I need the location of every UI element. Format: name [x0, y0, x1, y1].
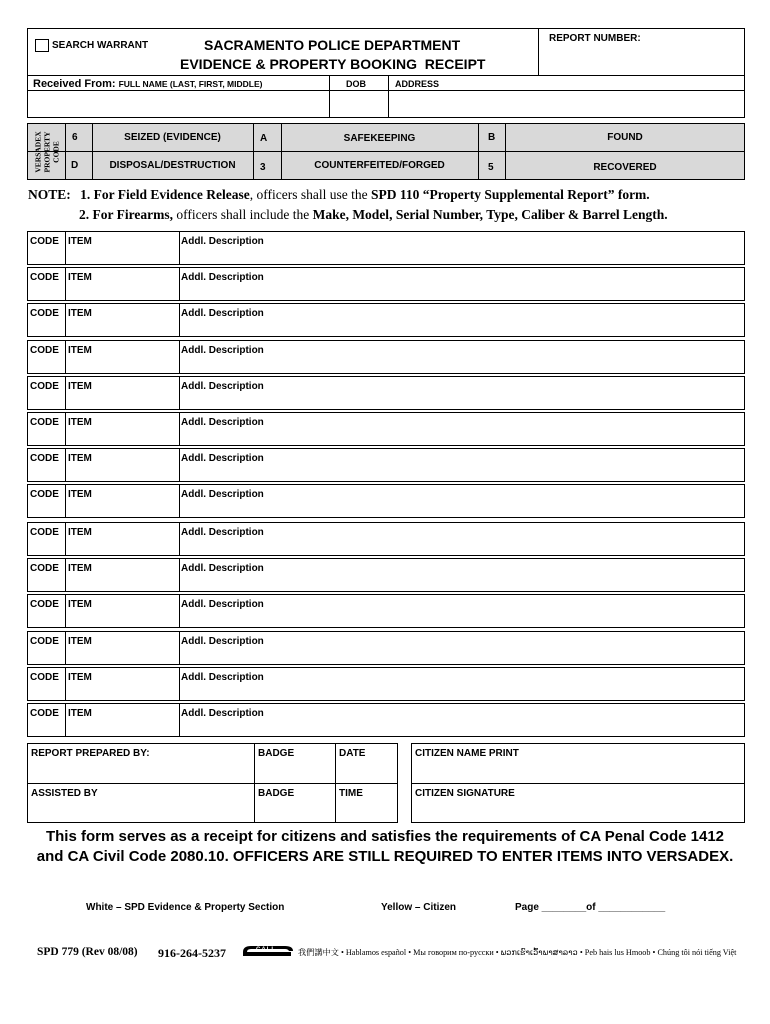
item-divider [65, 559, 66, 591]
item-code-label: CODE [30, 381, 59, 392]
item-row[interactable] [27, 267, 745, 301]
seized-evidence-label: SEIZED (EVIDENCE) [124, 132, 221, 143]
form-title: EVIDENCE & PROPERTY BOOKING RECEIPT [180, 56, 486, 72]
code-col-3 [281, 123, 282, 180]
item-row[interactable] [27, 340, 745, 374]
item-divider [179, 485, 180, 517]
item-divider [179, 232, 180, 264]
item-description-label: Addl. Description [181, 272, 264, 283]
item-row[interactable] [27, 376, 745, 410]
disposal-destruction-label: DISPOSAL/DESTRUCTION [109, 160, 236, 171]
full-name-input[interactable] [28, 91, 328, 117]
badge-divider [254, 743, 255, 823]
found-label: FOUND [607, 132, 643, 143]
item-description-label: Addl. Description [181, 527, 264, 538]
citizen-name-print-label: CITIZEN NAME PRINT [415, 748, 519, 759]
item-divider [179, 559, 180, 591]
item-divider [179, 377, 180, 409]
item-description-label: Addl. Description [181, 308, 264, 319]
item-divider [65, 449, 66, 481]
code-a: A [260, 133, 268, 144]
address-input[interactable] [389, 91, 744, 117]
item-row[interactable] [27, 231, 745, 265]
item-label: ITEM [68, 417, 92, 428]
received-from-label [33, 78, 262, 90]
item-code-label: CODE [30, 527, 59, 538]
phone-number: 916-264-5237 [158, 946, 226, 960]
item-row[interactable] [27, 484, 745, 518]
item-label: ITEM [68, 489, 92, 500]
item-divider [179, 595, 180, 627]
code-5: 5 [488, 162, 494, 173]
call-phone-icon [241, 943, 295, 957]
item-description-label: Addl. Description [181, 417, 264, 428]
code-col-2 [253, 123, 254, 180]
full-name-hint: FULL NAME (LAST, FIRST, MIDDLE) [118, 79, 263, 89]
code-6: 6 [72, 132, 78, 143]
item-code-label: CODE [30, 453, 59, 464]
item-row[interactable] [27, 448, 745, 482]
time-label: TIME [339, 788, 363, 799]
item-row[interactable] [27, 667, 745, 701]
item-description-label: Addl. Description [181, 672, 264, 683]
item-code-label: CODE [30, 672, 59, 683]
item-description-label: Addl. Description [181, 636, 264, 647]
address-label: ADDRESS [395, 79, 440, 89]
item-divider [65, 377, 66, 409]
item-label: ITEM [68, 345, 92, 356]
versadex-rotated [34, 131, 61, 172]
dob-label: DOB [346, 79, 366, 89]
item-divider [179, 341, 180, 373]
dob-input[interactable] [330, 91, 387, 117]
officer-row-divider [27, 783, 398, 784]
item-code-label: CODE [30, 308, 59, 319]
item-code-label: CODE [30, 345, 59, 356]
versadex-word: VERSADEX [33, 130, 43, 173]
recovered-label: RECOVERED [593, 162, 657, 173]
item-label: ITEM [68, 672, 92, 683]
item-divider [65, 232, 66, 264]
item-label: ITEM [68, 636, 92, 647]
item-description-label: Addl. Description [181, 563, 264, 574]
code-d: D [71, 160, 79, 171]
note-2 [79, 207, 668, 223]
item-divider [65, 704, 66, 736]
item-code-label: CODE [30, 636, 59, 647]
item-label: ITEM [68, 708, 92, 719]
date-divider [335, 743, 336, 823]
item-label: ITEM [68, 599, 92, 610]
report-number-divider [538, 28, 539, 76]
item-code-label: CODE [30, 489, 59, 500]
property-word: PROPERTY [42, 131, 52, 173]
note-1 [28, 187, 650, 203]
item-label: ITEM [68, 453, 92, 464]
item-code-label: CODE [30, 236, 59, 247]
item-description-label: Addl. Description [181, 453, 264, 464]
item-description-label: Addl. Description [181, 489, 264, 500]
note-2-bold: For Firearms, [92, 207, 173, 222]
receipt-statement-line-1: This form serves as a receipt for citizens and satisfies the requirements of CA Penal Code 1412 [45, 828, 725, 845]
code-col-0 [65, 123, 66, 180]
note-2-text: officers shall include the [172, 207, 313, 222]
item-description-label: Addl. Description [181, 708, 264, 719]
receipt-statement-line-2: and CA Civil Code 2080.10. OFFICERS ARE STILL REQUIRED TO ENTER ITEMS INTO VERSADEX. [36, 848, 734, 865]
item-divider [65, 595, 66, 627]
item-divider [65, 341, 66, 373]
note-1-text: , officers shall use the [249, 187, 371, 202]
item-label: ITEM [68, 527, 92, 538]
report-prepared-by-label: REPORT PREPARED BY: [31, 748, 150, 759]
item-label: ITEM [68, 236, 92, 247]
item-row[interactable] [27, 558, 745, 592]
item-divider [179, 704, 180, 736]
item-divider [179, 304, 180, 336]
department-title: SACRAMENTO POLICE DEPARTMENT [204, 37, 461, 53]
item-row[interactable] [27, 703, 745, 737]
item-row[interactable] [27, 303, 745, 337]
item-row[interactable] [27, 412, 745, 446]
item-row[interactable] [27, 594, 745, 628]
item-code-label: CODE [30, 708, 59, 719]
code-row-divider [27, 151, 745, 152]
call-text: CALL [256, 947, 276, 953]
citizen-row-divider [411, 783, 745, 784]
date-label: DATE [339, 748, 366, 759]
white-copy-label: White – SPD Evidence & Property Section [86, 902, 285, 913]
item-label: ITEM [68, 308, 92, 319]
badge-label: BADGE [258, 748, 295, 759]
yellow-copy-label: Yellow – Citizen [381, 902, 457, 913]
code-col-4 [478, 123, 479, 180]
page-of-label: Page ________of ____________ [515, 902, 666, 913]
note-1-number: 1. [80, 187, 91, 202]
report-number-label: REPORT NUMBER: [549, 33, 641, 44]
item-divider [179, 523, 180, 555]
received-from-text: Received From: [33, 78, 116, 90]
note-1-form: SPD 110 “Property Supplemental Report” form. [370, 187, 650, 202]
item-row[interactable] [27, 631, 745, 665]
item-description-label: Addl. Description [181, 345, 264, 356]
note-1-bold: For Field Evidence Release [93, 187, 250, 202]
code-word: CODE [51, 140, 61, 163]
code-3: 3 [260, 162, 266, 173]
item-code-label: CODE [30, 563, 59, 574]
language-line: 我們講中文 • Hablamos español • Мы говорим по-русски • ພວກເຮົາເວົ້າພາສາລາວ • Peb hais lus Hmoob • Chúng tôi nói tiếng Việt [298, 948, 737, 957]
item-label: ITEM [68, 272, 92, 283]
badge-label: BADGE [258, 788, 295, 799]
item-divider [179, 449, 180, 481]
item-divider [179, 668, 180, 700]
item-divider [179, 268, 180, 300]
code-b: B [488, 132, 496, 143]
search-warrant-label: SEARCH WARRANT [52, 40, 149, 51]
item-code-label: CODE [30, 272, 59, 283]
item-code-label: CODE [30, 417, 59, 428]
note-2-number: 2. [79, 207, 90, 222]
versadex-side-label [30, 123, 64, 180]
assisted-by-label: ASSISTED BY [31, 788, 98, 799]
safekeeping-label: SAFEKEEPING [343, 133, 416, 144]
item-divider [179, 413, 180, 445]
item-divider [179, 632, 180, 664]
note-2-details: Make, Model, Serial Number, Type, Caliber & Barrel Length. [312, 207, 668, 222]
citizen-signature-label: CITIZEN SIGNATURE [415, 788, 515, 799]
search-warrant-checkbox[interactable] [35, 39, 49, 52]
item-description-label: Addl. Description [181, 236, 264, 247]
item-divider [65, 632, 66, 664]
note-label: NOTE: [28, 187, 71, 202]
item-code-label: CODE [30, 599, 59, 610]
item-description-label: Addl. Description [181, 381, 264, 392]
item-divider [65, 485, 66, 517]
item-label: ITEM [68, 563, 92, 574]
item-divider [65, 304, 66, 336]
item-divider [65, 413, 66, 445]
item-divider [65, 268, 66, 300]
form-id: SPD 779 (Rev 08/08) [37, 946, 138, 958]
item-divider [65, 668, 66, 700]
item-label: ITEM [68, 381, 92, 392]
item-divider [65, 523, 66, 555]
counterfeited-forged-label: COUNTERFEITED/FORGED [314, 160, 445, 171]
item-row[interactable] [27, 522, 745, 556]
item-description-label: Addl. Description [181, 599, 264, 610]
